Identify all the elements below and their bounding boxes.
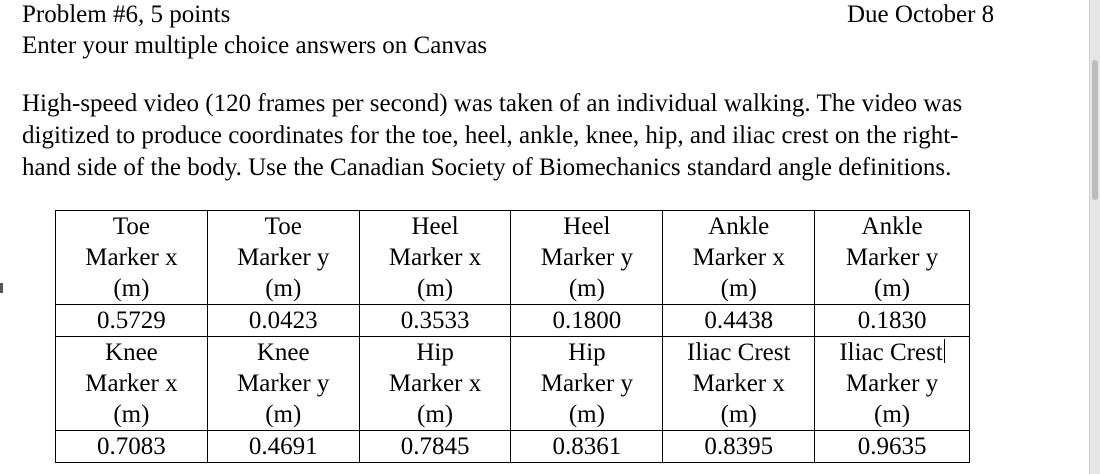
header-text: (m) — [568, 275, 605, 302]
header-text: Ankle — [708, 213, 770, 240]
window-edge-marker — [0, 283, 3, 293]
header-text: (m) — [417, 401, 454, 428]
header-text: Marker x — [388, 370, 482, 397]
column-header-cell — [663, 337, 815, 431]
header-text: Marker y — [237, 370, 330, 397]
header-text: Heel — [563, 213, 611, 240]
problem-title: Problem #6, 5 points — [22, 1, 231, 28]
header-text: Iliac Crest — [839, 339, 943, 366]
value-cell: 0.3533 — [359, 305, 511, 337]
header-text: (m) — [874, 275, 911, 302]
column-header-cell — [56, 337, 208, 431]
text-cursor — [944, 339, 945, 363]
header-text: Hip — [568, 339, 606, 366]
header-text: Iliac Crest — [687, 339, 791, 366]
problem-description — [22, 88, 1082, 184]
description-line-1: High-speed video (120 frames per second) was taken of an individual walking. The video was — [22, 90, 963, 117]
column-header-cell — [815, 211, 970, 305]
value-cell: 0.8361 — [511, 431, 663, 463]
header-row — [56, 337, 970, 431]
header-text: (m) — [113, 275, 150, 302]
header-text: Marker y — [540, 244, 634, 271]
value-cell: 0.1830 — [815, 305, 970, 337]
value-cell: 0.7083 — [56, 431, 208, 463]
header-text: Marker y — [540, 370, 634, 397]
header-text: Heel — [411, 213, 459, 240]
header-text: (m) — [720, 275, 757, 302]
value-cell: 0.8395 — [663, 431, 815, 463]
header-text: Marker y — [845, 244, 939, 271]
value-cell: 0.0423 — [207, 305, 359, 337]
header-text: (m) — [417, 275, 454, 302]
header-text: (m) — [265, 401, 302, 428]
header-text: (m) — [265, 275, 302, 302]
column-header-cell — [359, 337, 511, 431]
header-text: Marker x — [692, 370, 785, 397]
header-text: Marker y — [845, 370, 939, 397]
column-header-cell — [56, 211, 208, 305]
header-text: Marker x — [85, 244, 178, 271]
header-text: Marker y — [237, 244, 330, 271]
description-line-3: hand side of the body. Use the Canadian Society of Biomechanics standard angle definitions. — [22, 154, 952, 181]
header-row — [56, 211, 970, 305]
value-cell: 0.5729 — [56, 305, 208, 337]
scrollbar-thumb[interactable] — [1092, 60, 1098, 200]
value-cell: 0.4691 — [207, 431, 359, 463]
header-text: (m) — [568, 401, 605, 428]
header-text: Hip — [416, 339, 454, 366]
value-cell: 0.4438 — [663, 305, 815, 337]
header-text: Marker x — [388, 244, 482, 271]
value-row — [56, 431, 970, 463]
header-text: Knee — [105, 339, 158, 366]
column-header-cell — [207, 211, 359, 305]
column-header-cell — [815, 337, 970, 431]
marker-coordinates-table — [55, 210, 970, 463]
value-row — [56, 305, 970, 337]
header-text: Ankle — [861, 213, 923, 240]
column-header-cell — [207, 337, 359, 431]
description-line-2: digitized to produce coordinates for the toe, heel, ankle, knee, hip, and iliac crest on the right- — [22, 122, 959, 149]
column-header-cell — [663, 211, 815, 305]
instruction-line: Enter your multiple choice answers on Canvas — [22, 32, 488, 59]
header-text: Marker x — [85, 370, 178, 397]
due-date: Due October 8 — [847, 1, 995, 28]
value-cell: 0.9635 — [815, 431, 970, 463]
column-header-cell — [359, 211, 511, 305]
value-cell: 0.7845 — [359, 431, 511, 463]
header-text: Knee — [256, 339, 310, 366]
header-text: (m) — [720, 401, 757, 428]
header-text: Toe — [112, 213, 150, 240]
header-text: (m) — [113, 401, 150, 428]
value-cell: 0.1800 — [511, 305, 663, 337]
vertical-scrollbar[interactable] — [1089, 0, 1100, 474]
header-text: (m) — [874, 401, 911, 428]
header-text: Marker x — [692, 244, 785, 271]
header-text: Toe — [264, 213, 302, 240]
column-header-cell — [511, 211, 663, 305]
column-header-cell — [511, 337, 663, 431]
